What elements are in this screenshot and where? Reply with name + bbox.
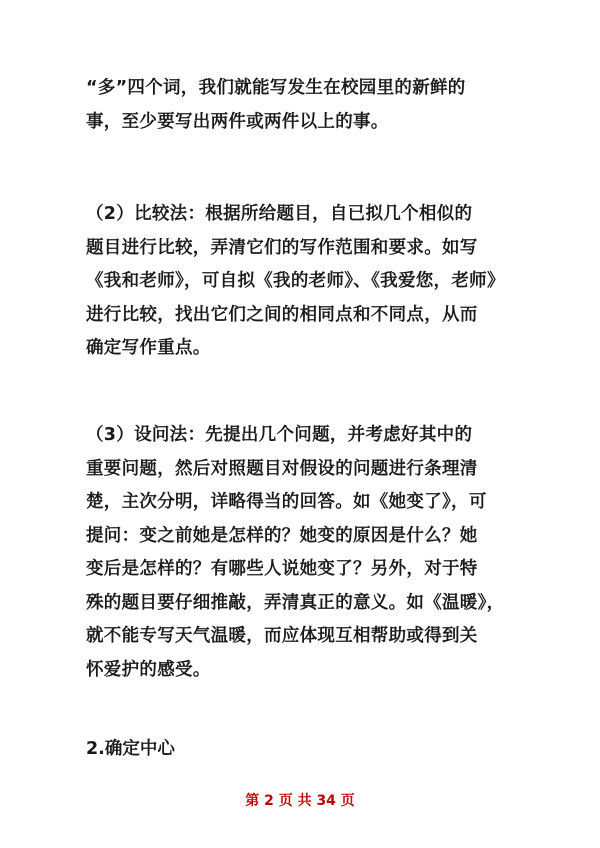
text-line: （3）设问法：先提出几个问题，并考虑好其中的: [86, 425, 473, 445]
text-line: 变后是怎样的？有哪些人说她变了？另外，对于特: [86, 559, 478, 579]
text-line: 事，至少要写出两件或两件以上的事。: [86, 111, 389, 132]
text-line: 殊的题目要仔细推敲，弄清真正的意义。如《温暖》，: [86, 592, 505, 613]
text-line: 楚，主次分明，详略得当的回答。如《她变了》，可: [86, 492, 487, 512]
text-line: 题目进行比较，弄清它们的写作范围和要求。如写: [86, 237, 478, 258]
section-heading: 2.确定中心: [86, 739, 175, 759]
text-line: 确定写作重点。: [86, 338, 211, 358]
text-line: 重要问题，然后对照题目对假设的问题进行条理清: [86, 458, 478, 479]
paragraph-continuation: [86, 72, 526, 139]
text-line: 就不能专写天气温暖，而应体现互相帮助或得到关: [86, 626, 478, 646]
paragraph-question-method: [86, 419, 526, 687]
text-line: 进行比较，找出它们之间的相同点和不同点，从而: [86, 304, 478, 325]
text-line: 《我和老师》，可自拟《我的老师》、《我爱您，老师》: [86, 271, 505, 291]
page-number-footer: 第 2 页 共 34 页: [245, 793, 355, 809]
paragraph-comparison-method: [86, 198, 526, 366]
text-line: （2）比较法：根据所给题目，自已拟几个相似的: [86, 204, 473, 224]
text-line: 怀爱护的感受。: [86, 659, 211, 680]
text-line: “多”四个词，我们就能写发生在校园里的新鲜的: [86, 78, 466, 98]
text-line: 提问：变之前她是怎样的？她变的原因是什么？她: [86, 525, 478, 546]
